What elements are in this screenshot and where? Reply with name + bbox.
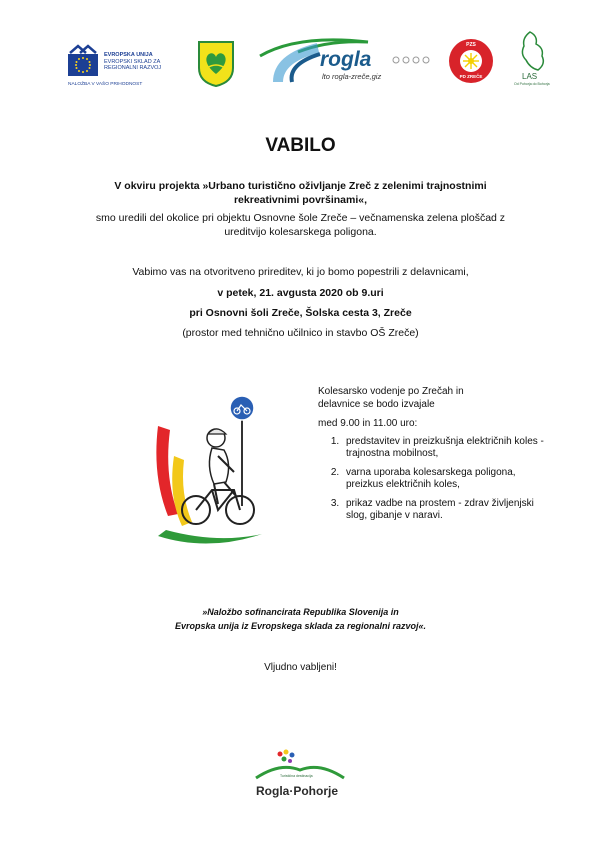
rogla-logo: [258, 34, 438, 86]
rogla-pohorje-tag: Turistična destinacija: [280, 774, 313, 778]
intro-line2: ureditvijo kolesarskega poligona.: [224, 225, 377, 238]
rogla-sub: lto rogla-zreče,giz: [322, 72, 382, 81]
eu-line3: REGIONALNI RAZVOJ: [104, 65, 162, 71]
program-item: 2. varna uporaba kolesarskega poligona, preizkus električnih koles,: [342, 467, 548, 492]
eu-flag-icon: [68, 54, 98, 76]
eu-logo: [68, 44, 178, 92]
rogla-pohorje-logo: [250, 748, 350, 804]
page-title: VABILO: [265, 135, 336, 156]
event-place: pri Osnovni šoli Zreče, Šolska cesta 3, Zreče: [189, 307, 412, 319]
program-intro-line2: delavnice se bodo izvajale: [318, 398, 435, 410]
funding-note: [0, 605, 601, 633]
funding-line1: »Naložbo sofinancirata Republika Slovenija in: [202, 607, 399, 617]
las-word: LAS: [522, 72, 538, 81]
pzs-logo: [448, 38, 494, 84]
intro-line1: smo uredili del okolice pri objektu Osnovne šole Zreče – večnamenska zelena ploščad z: [95, 212, 506, 224]
eu-chevron-icon: [68, 44, 98, 54]
invite-text: Vabimo vas na otvoritveno prireditev, ki jo bomo popestrili z delavnicami,: [132, 266, 469, 278]
eu-line1: EVROPSKA UNIJA: [104, 52, 153, 58]
las-logo: [508, 30, 558, 90]
program-item: 3. prikaz vadbe na prostem - zdrav življenjski slog, gibanje v naravi.: [342, 498, 548, 523]
municipality-crest-icon: [196, 38, 236, 88]
rogla-word: rogla: [320, 48, 372, 71]
program-block: [318, 386, 548, 529]
las-map-icon: [516, 30, 550, 72]
rogla-pohorje-word: Rogla·Pohorje: [256, 784, 339, 798]
project-line1: V okviru projekta »Urbano turistično oživljanje Zreč z zelenimi trajnostnimi: [114, 180, 487, 192]
program-time: med 9.00 in 11.00 uro:: [318, 418, 418, 429]
event-date: v petek, 21. avgusta 2020 ob 9.uri: [217, 287, 384, 299]
eu-line2: EVROPSKI SKLAD ZA: [104, 58, 161, 65]
program-intro-line1: Kolesarsko vodenje po Zrečah in: [318, 386, 464, 397]
event-note: (prostor med tehnično učilnico in stavbo OŠ Zreče): [182, 327, 419, 339]
program-item: 1. predstavitev in preizkušnja električnih koles - trajnostna mobilnost,: [342, 436, 548, 461]
closing-regards: Vljudno vabljeni!: [264, 662, 337, 673]
cyclist-illustration: [148, 386, 272, 552]
program-list: [318, 436, 548, 523]
eu-tagline: NALOŽBA V VAŠO PRIHODNOST: [68, 82, 143, 87]
intro-text: [0, 212, 601, 239]
pzs-top-text: PZS: [466, 42, 476, 48]
pzs-bottom-text: PD ZREČE: [459, 74, 483, 79]
project-heading: [0, 180, 601, 207]
project-line2: rekreativnimi površinami«,: [233, 193, 368, 206]
funding-line2: Evropska unija iz Evropskega sklada za regionalni razvoj«.: [174, 621, 427, 631]
las-sub: Od Pohorja do Bohorja: [514, 82, 550, 86]
